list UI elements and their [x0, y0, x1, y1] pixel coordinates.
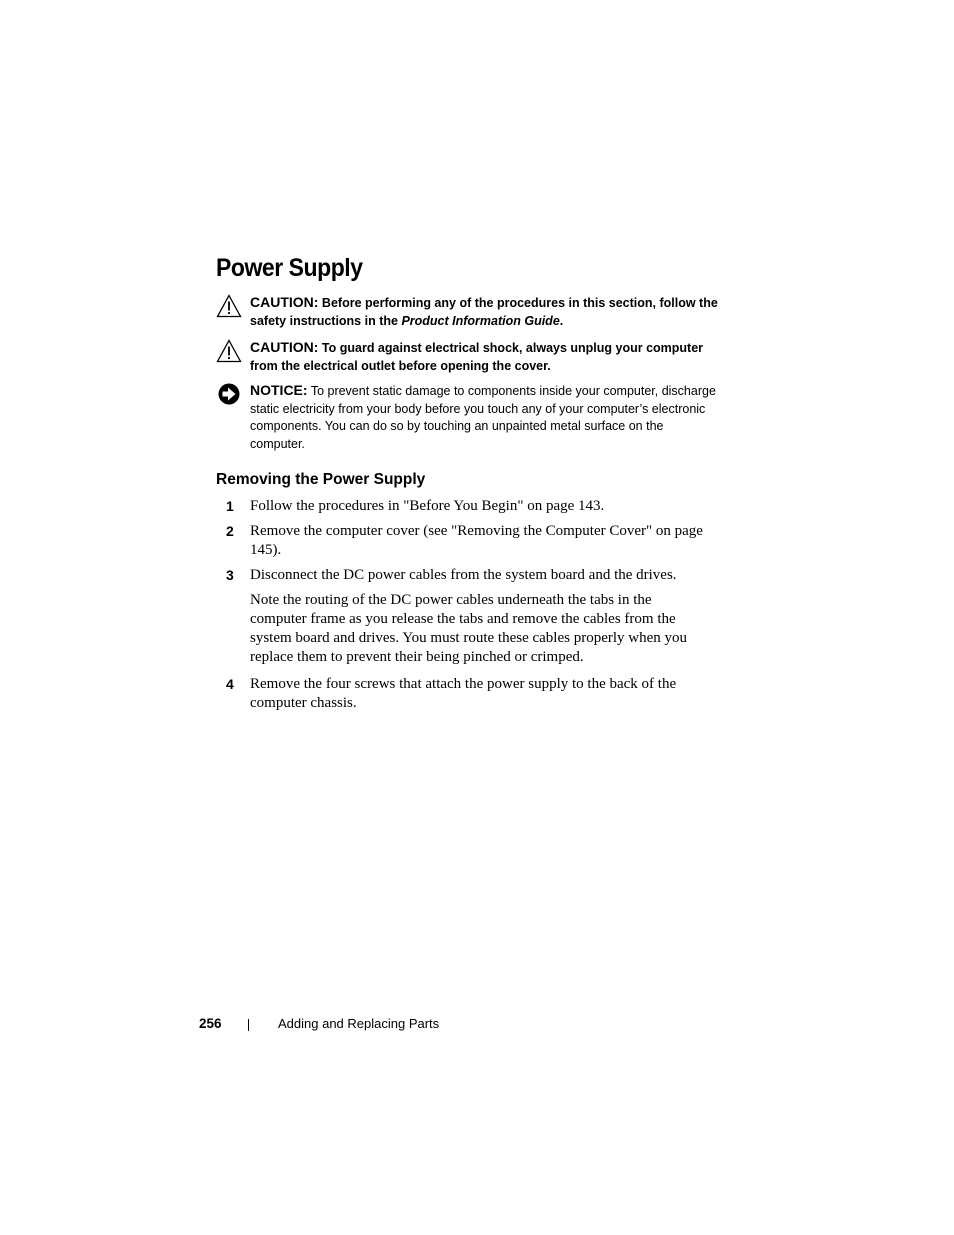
step-number: 1 — [226, 498, 234, 514]
step-text: Disconnect the DC power cables from the system board and the drives. — [250, 567, 677, 583]
warning-triangle-icon — [216, 339, 242, 363]
step-text: Remove the four screws that attach the power supply to the back of the computer chassis. — [250, 676, 677, 711]
caution-text: To guard against electrical shock, always unplug your computer from the electrical outlet before opening the cover. — [250, 341, 704, 373]
step-text: Follow the procedures in "Before You Begin" on page 143. — [250, 498, 605, 514]
caution-label: CAUTION: — [250, 339, 319, 355]
caution-guide-title: Product Information Guide — [401, 313, 560, 328]
caution-note-1 — [216, 294, 720, 330]
step-item — [216, 566, 706, 585]
step-number: 4 — [226, 676, 234, 692]
step-text: Remove the computer cover (see "Removing the Computer Cover" on page 145). — [250, 523, 703, 558]
page-number: 256 — [199, 1016, 222, 1031]
notice-text: To prevent static damage to components inside your computer, discharge static electricity from your body before you touch any of your computer’s electronic components. You can do so by touching an unpainted metal surface on the computer. — [250, 384, 716, 451]
step-item — [216, 497, 706, 516]
caution-text: Before performing any of the procedures in this section, follow the safety instructions in the — [250, 296, 718, 328]
caution-text-end: . — [559, 313, 564, 328]
section-heading: Removing the Power Supply — [216, 471, 426, 488]
caution-note-2 — [216, 339, 720, 375]
step-item — [216, 522, 706, 560]
notice-arrow-icon — [216, 382, 242, 406]
footer-separator — [248, 1019, 249, 1031]
page-title: Power Supply — [216, 254, 363, 282]
notice-label: NOTICE: — [250, 382, 308, 398]
step-item — [216, 675, 706, 713]
warning-triangle-icon — [216, 294, 242, 318]
footer-section-title: Adding and Replacing Parts — [278, 1016, 440, 1031]
notice-note — [216, 382, 720, 453]
caution-label: CAUTION: — [250, 294, 319, 310]
step-number: 3 — [226, 567, 234, 583]
step-number: 2 — [226, 523, 234, 539]
step-3-detail-paragraph: Note the routing of the DC power cables underneath the tabs in the computer frame as you release the tabs and remove the cables from the system board and drives. You must route these cables properly when you replace them to prevent their being pinched or crimped. — [250, 592, 688, 665]
